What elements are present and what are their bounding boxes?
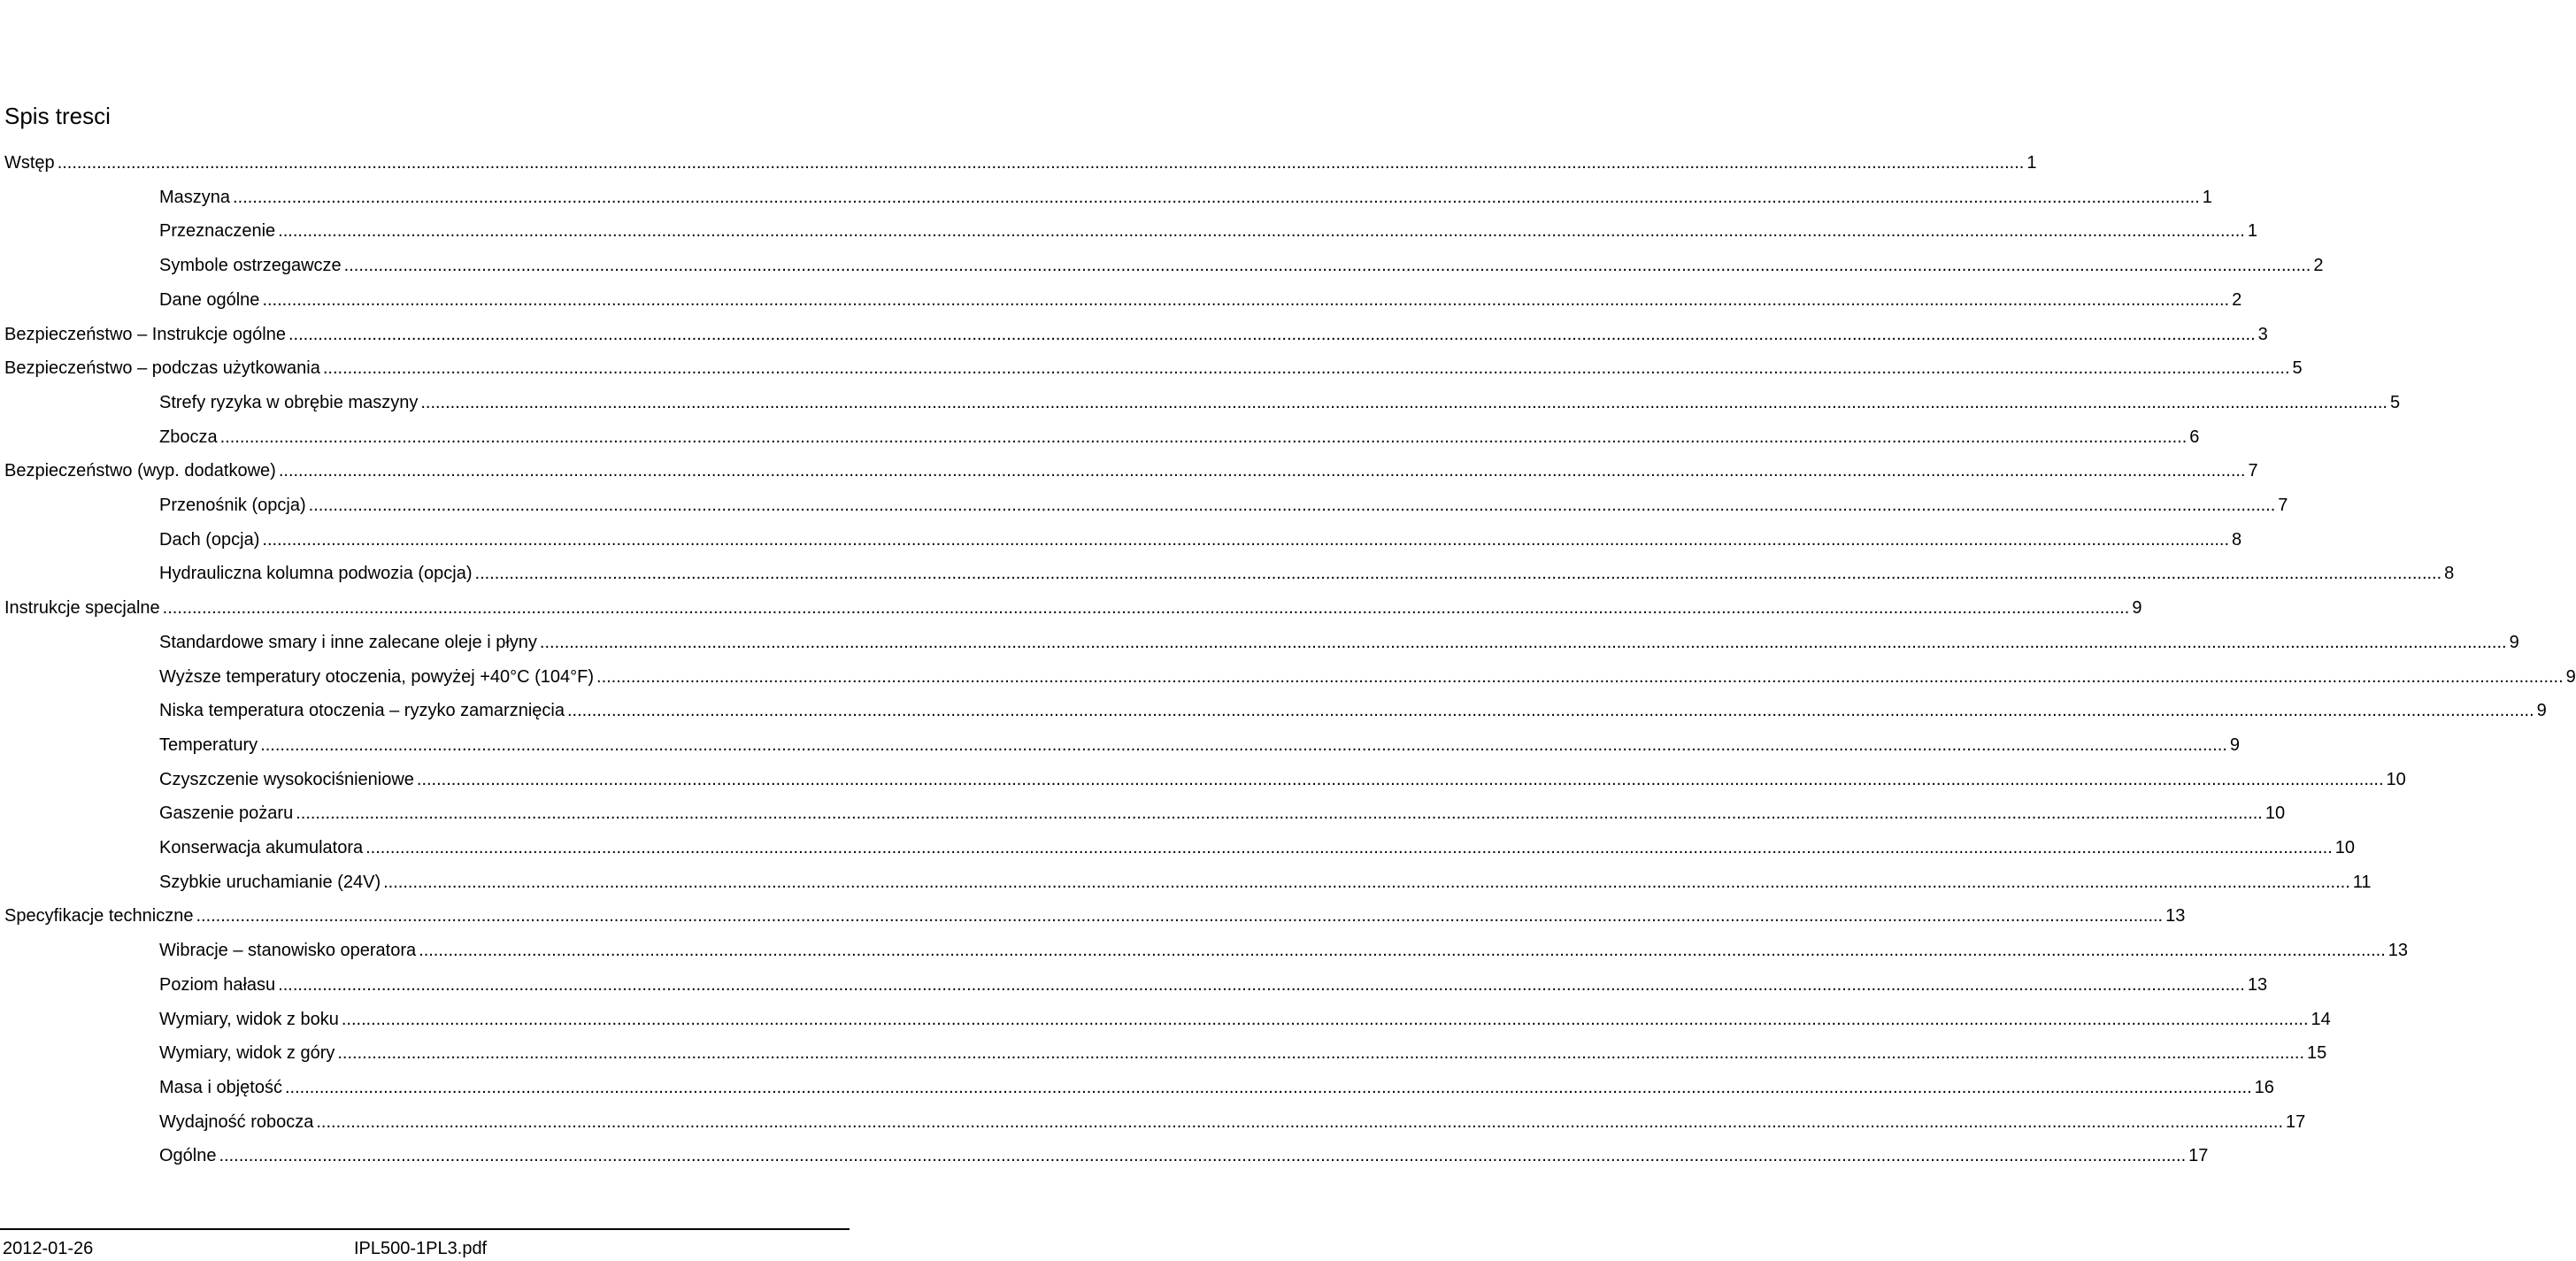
- toc-entry-page-number: 9: [2509, 633, 2519, 652]
- toc-entry-label: Zbocza: [159, 427, 218, 447]
- toc-dot-leader: ................................................................................................................................................................................................................................................................................................................................................................................................................: [420, 393, 2388, 412]
- toc-entry[interactable]: [159, 665, 2576, 688]
- toc-entry-label: Symbole ostrzegawcze: [159, 256, 342, 275]
- toc-entry-label: Wydajność robocza: [159, 1112, 314, 1132]
- toc-dot-leader: ................................................................................................................................................................................................................................................................................................................................................................................................................: [233, 188, 2200, 207]
- toc-dot-leader: ................................................................................................................................................................................................................................................................................................................................................................................................................: [262, 290, 2230, 310]
- toc-dot-leader: ................................................................................................................................................................................................................................................................................................................................................................................................................: [278, 221, 2245, 241]
- toc-entry-label: Wyższe temperatury otoczenia, powyżej +40°C (104°F): [159, 667, 595, 687]
- toc-entry[interactable]: [4, 904, 2186, 927]
- toc-entry-label: Maszyna: [159, 188, 231, 207]
- toc-dot-leader: ................................................................................................................................................................................................................................................................................................................................................................................................................: [196, 906, 2164, 926]
- toc-entry-page-number: 13: [2165, 906, 2186, 926]
- toc-entry-label: Gaszenie pożaru: [159, 804, 294, 823]
- toc-entry[interactable]: [159, 1144, 2209, 1167]
- toc-entry-page-number: 2: [2232, 290, 2242, 310]
- toc-entry-label: Strefy ryzyka w obrębie maszyny: [159, 393, 419, 412]
- toc-dot-leader: ................................................................................................................................................................................................................................................................................................................................................................................................................: [416, 770, 2384, 789]
- toc-dot-leader: ................................................................................................................................................................................................................................................................................................................................................................................................................: [284, 1078, 2252, 1097]
- toc-entry-label: Szybkie uruchamianie (24V): [159, 873, 381, 892]
- footer-divider: [0, 1228, 850, 1230]
- toc-entry-page-number: 11: [2352, 873, 2372, 892]
- toc-entry-page-number: 10: [2386, 770, 2406, 789]
- toc-entry[interactable]: [159, 973, 2268, 996]
- toc-dot-leader: ................................................................................................................................................................................................................................................................................................................................................................................................................: [596, 667, 2564, 687]
- toc-entry-label: Wymiary, widok z góry: [159, 1043, 335, 1063]
- toc-dot-leader: ................................................................................................................................................................................................................................................................................................................................................................................................................: [365, 838, 2333, 857]
- toc-entry[interactable]: [159, 768, 2406, 791]
- toc-entry[interactable]: [4, 459, 2258, 482]
- toc-entry[interactable]: [159, 288, 2242, 311]
- toc-dot-leader: ................................................................................................................................................................................................................................................................................................................................................................................................................: [322, 358, 2290, 378]
- toc-entry[interactable]: [159, 699, 2547, 722]
- toc-entry[interactable]: [4, 151, 2037, 174]
- toc-entry[interactable]: [159, 254, 2324, 277]
- toc-entry[interactable]: [159, 631, 2519, 654]
- toc-entry-label: Ogólne: [159, 1146, 217, 1165]
- toc-entry-label: Masa i objętość: [159, 1078, 282, 1097]
- toc-entry[interactable]: [159, 426, 2200, 449]
- toc-entry-page-number: 2: [2313, 256, 2324, 275]
- toc-entry[interactable]: [159, 186, 2212, 209]
- toc-entry[interactable]: [4, 323, 2268, 346]
- toc-dot-leader: ................................................................................................................................................................................................................................................................................................................................................................................................................: [278, 975, 2245, 995]
- toc-entry[interactable]: [159, 836, 2356, 859]
- toc-entry-page-number: 17: [2188, 1146, 2209, 1165]
- toc-dot-leader: ................................................................................................................................................................................................................................................................................................................................................................................................................: [219, 1146, 2187, 1165]
- toc-entry-label: Hydrauliczna kolumna podwozia (opcja): [159, 564, 473, 583]
- toc-entry-page-number: 14: [2311, 1010, 2331, 1029]
- toc-entry-label: Bezpieczeństwo (wyp. dodatkowe): [4, 461, 276, 481]
- toc-dot-leader: ................................................................................................................................................................................................................................................................................................................................................................................................................: [419, 941, 2386, 960]
- toc-entry-page-number: 7: [2248, 461, 2258, 481]
- toc-entry-page-number: 15: [2307, 1043, 2327, 1063]
- toc-entry-page-number: 13: [2247, 975, 2268, 995]
- toc-entry-page-number: 8: [2444, 564, 2455, 583]
- toc-dot-leader: ................................................................................................................................................................................................................................................................................................................................................................................................................: [296, 804, 2263, 823]
- toc-entry-page-number: 9: [2132, 598, 2142, 618]
- toc-entry-page-number: 16: [2254, 1078, 2274, 1097]
- toc-dot-leader: ................................................................................................................................................................................................................................................................................................................................................................................................................: [341, 1010, 2309, 1029]
- toc-dot-leader: ................................................................................................................................................................................................................................................................................................................................................................................................................: [219, 427, 2188, 447]
- toc-entry-label: Standardowe smary i inne zalecane oleje i płyny: [159, 633, 537, 652]
- toc-entry[interactable]: [159, 528, 2242, 551]
- toc-entry-page-number: 17: [2286, 1112, 2306, 1132]
- toc-dot-leader: ................................................................................................................................................................................................................................................................................................................................................................................................................: [57, 153, 2025, 173]
- toc-entry[interactable]: [159, 802, 2286, 825]
- page-title: Spis tresci: [4, 103, 111, 129]
- toc-entry-page-number: 3: [2257, 325, 2268, 344]
- toc-entry-label: Wibracje – stanowisko operatora: [159, 941, 417, 960]
- toc-dot-leader: ................................................................................................................................................................................................................................................................................................................................................................................................................: [343, 256, 2311, 275]
- toc-entry-label: Wstęp: [4, 153, 55, 173]
- toc-dot-leader: ................................................................................................................................................................................................................................................................................................................................................................................................................: [162, 598, 2130, 618]
- toc-entry[interactable]: [159, 939, 2409, 962]
- toc-dot-leader: ................................................................................................................................................................................................................................................................................................................................................................................................................: [288, 325, 2256, 344]
- toc-entry[interactable]: [159, 1076, 2274, 1099]
- toc-dot-leader: ................................................................................................................................................................................................................................................................................................................................................................................................................: [262, 530, 2230, 550]
- toc-entry-page-number: 6: [2189, 427, 2200, 447]
- toc-entry-label: Bezpieczeństwo – podczas użytkowania: [4, 358, 320, 378]
- toc-entry[interactable]: [159, 494, 2288, 517]
- toc-dot-leader: ................................................................................................................................................................................................................................................................................................................................................................................................................: [316, 1112, 2284, 1132]
- toc-dot-leader: ................................................................................................................................................................................................................................................................................................................................................................................................................: [337, 1043, 2305, 1063]
- toc-entry[interactable]: [159, 871, 2372, 894]
- toc-entry-label: Specyfikacje techniczne: [4, 906, 194, 926]
- toc-entry[interactable]: [159, 1111, 2306, 1134]
- toc-entry-label: Konserwacja akumulatora: [159, 838, 364, 857]
- toc-dot-leader: ................................................................................................................................................................................................................................................................................................................................................................................................................: [539, 633, 2507, 652]
- toc-entry-page-number: 1: [2247, 221, 2257, 241]
- toc-entry[interactable]: [159, 1042, 2327, 1065]
- toc-entry-page-number: 9: [2229, 735, 2240, 755]
- toc-entry[interactable]: [159, 1008, 2331, 1031]
- toc-entry-page-number: 5: [2389, 393, 2401, 412]
- footer-date: 2012-01-26: [3, 1239, 94, 1258]
- footer-filename: IPL500-1PL3.pdf: [354, 1239, 488, 1258]
- toc-dot-leader: ................................................................................................................................................................................................................................................................................................................................................................................................................: [260, 735, 2227, 755]
- toc-entry[interactable]: [159, 734, 2240, 757]
- toc-entry[interactable]: [159, 391, 2401, 414]
- toc-entry[interactable]: [159, 562, 2455, 585]
- toc-entry[interactable]: [4, 596, 2142, 619]
- toc-entry-label: Bezpieczeństwo – Instrukcje ogólne: [4, 325, 286, 344]
- toc-entry-page-number: 10: [2334, 838, 2356, 857]
- toc-entry-page-number: 10: [2265, 804, 2286, 823]
- toc-entry-page-number: 9: [2565, 667, 2576, 687]
- toc-dot-leader: ................................................................................................................................................................................................................................................................................................................................................................................................................: [566, 701, 2534, 720]
- toc-entry-label: Temperatury: [159, 735, 258, 755]
- toc-dot-leader: ................................................................................................................................................................................................................................................................................................................................................................................................................: [278, 461, 2246, 481]
- toc-entry-label: Dach (opcja): [159, 530, 260, 550]
- toc-entry-label: Wymiary, widok z boku: [159, 1010, 339, 1029]
- toc-entry[interactable]: [159, 219, 2257, 242]
- toc-entry-label: Niska temperatura otoczenia – ryzyko zamarznięcia: [159, 701, 565, 720]
- toc-entry-label: Przenośnik (opcja): [159, 496, 306, 515]
- toc-entry-label: Przeznaczenie: [159, 221, 276, 241]
- toc-dot-leader: ................................................................................................................................................................................................................................................................................................................................................................................................................: [308, 496, 2276, 515]
- toc-entry-label: Czyszczenie wysokociśnieniowe: [159, 770, 414, 789]
- toc-entry-page-number: 1: [2026, 153, 2037, 173]
- toc-entry[interactable]: [4, 357, 2303, 380]
- toc-dot-leader: ................................................................................................................................................................................................................................................................................................................................................................................................................: [383, 873, 2350, 892]
- toc-dot-leader: ................................................................................................................................................................................................................................................................................................................................................................................................................: [474, 564, 2442, 583]
- toc-entry-label: Poziom hałasu: [159, 975, 276, 995]
- toc-entry-page-number: 1: [2202, 188, 2212, 207]
- toc-entry-page-number: 5: [2292, 358, 2303, 378]
- toc-entry-label: Instrukcje specjalne: [4, 598, 160, 618]
- toc-entry-page-number: 13: [2388, 941, 2409, 960]
- toc-entry-page-number: 7: [2278, 496, 2288, 515]
- toc-entry-label: Dane ogólne: [159, 290, 260, 310]
- toc-entry-page-number: 8: [2232, 530, 2242, 550]
- toc-entry-page-number: 9: [2536, 701, 2547, 720]
